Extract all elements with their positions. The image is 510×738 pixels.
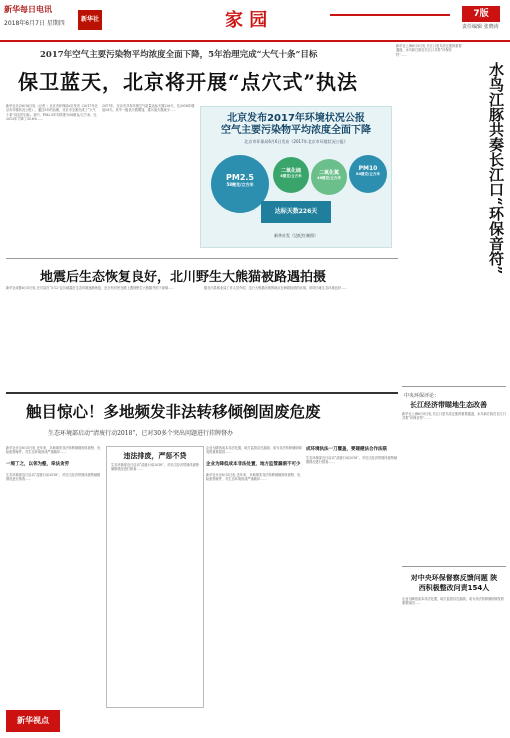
- lower-story-column-3: [206, 446, 302, 706]
- page-number-badge: 7版: [462, 6, 500, 22]
- mid-story-column-1: [6, 286, 198, 386]
- sidebar-text: [402, 412, 506, 562]
- masthead-brand: 新华每日电讯: [4, 5, 52, 14]
- top-story-column-1: [6, 104, 98, 254]
- air-quality-infographic: [200, 106, 392, 248]
- sidebar-box-title: 对中央环保督察反馈问题 陕西积极整改问责154人: [410, 574, 498, 592]
- lower-story-column-4: [306, 446, 398, 706]
- lower-subhead-1: 一堤丁之，以邻为壑，牵法贪劳: [6, 461, 69, 467]
- sidebar-divider: [402, 386, 506, 387]
- mid-story-column-2: [204, 286, 398, 386]
- top-story-headline: 保卫蓝天，北京将开展“点穴式”执法: [18, 70, 359, 94]
- lower-story-column-1: [6, 446, 102, 706]
- side-story-vertical-title: 水鸟江豚共奏长江口“环保音符”: [487, 62, 505, 275]
- date-line-1: 2018年6月7日 星期四: [4, 20, 65, 27]
- sidebar-label: 中央环保评论：: [404, 393, 440, 399]
- commentary-text: [111, 463, 199, 703]
- section-decoration: [330, 14, 450, 16]
- infographic-credit: 新华社发（边纪红制图）: [274, 233, 318, 238]
- divider: [6, 392, 398, 394]
- footer-section-label: 新华视点: [6, 710, 60, 732]
- pm10-bubble: [349, 155, 387, 193]
- body-text: 新华社上海6月5日电 长江口是鸟类迁徙的重要通道，水鸟和江豚在长江口共奏“环保音符”……: [396, 44, 462, 57]
- infographic-title-line-1: 北京发布2017年环境状况公报: [227, 113, 365, 124]
- no2-value: 46微克/立方米: [317, 176, 341, 180]
- so2-value: 8微克/立方米: [280, 174, 302, 178]
- compliance-days-badge: 达标天数226天: [261, 201, 331, 223]
- header-rule: [0, 40, 510, 42]
- so2-label: 二氧化硫: [280, 168, 301, 174]
- top-story-subtitle: 2017年空气主要污染物平均浓度全面下降，5年治理完成“大气十条”目标: [40, 50, 318, 60]
- body-text: 新华社北京6月6日电（记者 ）北京市环保局6日发布《2017年北京市环境状况公报》。通过5年的治理，北京市全面完成了“大气十条”设定的目标。其中，PM2.5年均浓度为58微克/立方米，比2013年下降了35.6%……: [6, 104, 98, 121]
- lower-story-subtitle: 生态环境部启动“清废行动2018”，已对30多个突出问题进行挂牌督办: [48, 430, 234, 437]
- body-text: 新华社北京6月5日电 近年来，多地频发非法转移倾倒固体废物、危险废物案件，对生态环境造成严重破坏……: [206, 472, 301, 481]
- body-text: 生态环境部近日启动“清废行动2018”，对长江经济带固体废物倾倒情况进行排查……: [306, 456, 398, 465]
- divider: [6, 258, 398, 259]
- commentary-title: 违法排废，严惩不贷: [123, 451, 187, 460]
- body-text: 据北川县林业局工作人员介绍，这只大熊猫出现的地点在海拔较低的区域，说明当地生态环境良好……: [204, 286, 348, 290]
- sidebar-box-text: [402, 597, 506, 731]
- pm25-value: 58微克/立方米: [226, 182, 254, 187]
- infographic-subtitle: 北京市环保局6月6日发布《2017年北京市环境状况公报》: [244, 139, 348, 144]
- body-text: 新华社成都6月5日电 北川县在“5·12”汶川地震后生态环境逐渐恢复，近日有村民在路上遇到野生大熊猫并拍下视频……: [6, 286, 175, 290]
- mid-story-headline: 地震后生态恢复良好，北川野生大熊猫被路遇拍摄: [40, 270, 327, 285]
- lower-story-headline: 触目惊心！多地频发非法转移倾倒固废危废: [26, 402, 321, 421]
- body-text: 2017年，北京市共有环境空气质量达标天数226天，比2016年增加28天。其中一级优天数增加，重污染天数减少……: [102, 104, 195, 113]
- body-text: 生态环境部近日启动“清废行动2018”，对长江经济带固体废物倾倒情况进行排查……: [6, 472, 101, 481]
- body-text: 新华社上海6月5日电 长江口是鸟类迁徙的重要通道，水鸟和江豚在长江口共奏“环保音符”……: [402, 412, 506, 421]
- side-story-text: [396, 44, 462, 256]
- body-text: 生态环境部近日启动“清废行动2018”，对长江经济带固体废物倾倒情况进行排查……: [111, 463, 199, 472]
- pm25-label: PM2.5: [226, 173, 254, 182]
- infographic-title-line-2: 空气主要污染物平均浓度全面下降: [221, 125, 371, 136]
- body-text: 企业为降低成本非法处置，地方监管存在漏洞，成为非法转移倾倒频发的重要原因……: [206, 446, 302, 455]
- sidebar-box: [402, 566, 506, 735]
- xinhua-logo: 新华社: [78, 10, 102, 30]
- pm10-value: 84微克/立方米: [356, 172, 380, 176]
- commentary-box: [106, 446, 204, 708]
- editor-credit: 责任编辑 张晓涛: [462, 24, 499, 30]
- top-story-column-2: [102, 104, 196, 254]
- body-text: 企业为降低成本非法处置，地方监管存在漏洞，成为非法转移倾倒频发的重要原因……: [402, 597, 504, 606]
- infographic-title: [201, 113, 391, 137]
- no2-label: 二氧化氮: [318, 170, 339, 176]
- no2-bubble: [311, 159, 347, 195]
- so2-bubble: [273, 157, 309, 193]
- body-text: 新华社北京6月5日电 近年来，多地频发非法转移倾倒固体废物、危险废物案件，对生态环境造成严重破坏……: [6, 446, 101, 455]
- lower-subhead-2: 企业为降低成本非法处置，地方监管漏洞不可少: [206, 461, 301, 467]
- pm10-label: PM10: [358, 165, 378, 172]
- section-title: 家 园: [225, 10, 268, 31]
- lower-subhead-3: 成环境执法一刀覆盖，要建健法合作法联: [306, 447, 387, 452]
- sidebar-title: 长江经济带瞄地生态改善: [410, 401, 487, 409]
